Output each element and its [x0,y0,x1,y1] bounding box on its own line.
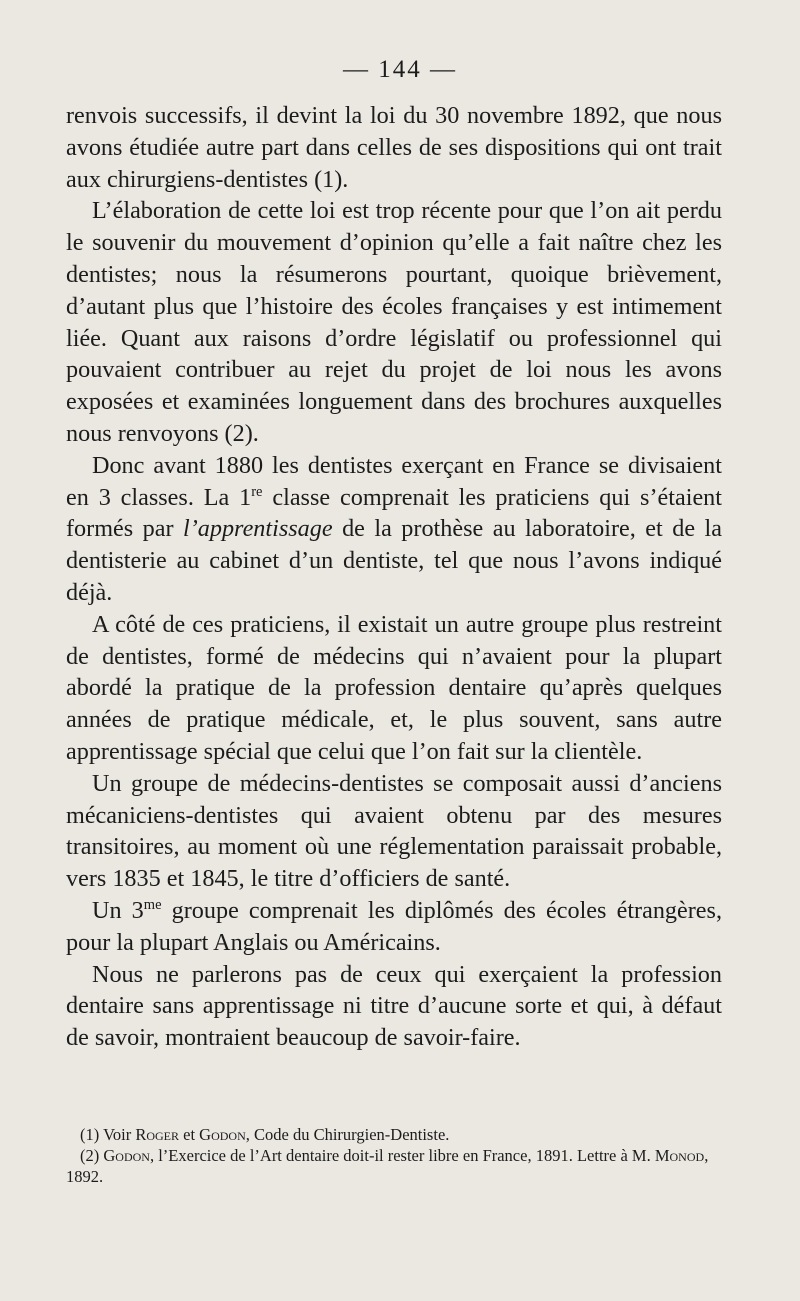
footnote-1-author-2: Godon [199,1125,246,1144]
paragraph-6 [66,895,722,959]
page-number: — 144 — [343,56,457,83]
paragraph-2: L’élaboration de cette loi est trop récente pour que l’on ait perdu le souvenir du mouvement d’opinion qu’elle a fait naître chez les dentistes; nous la résumerons pourtant, quoique brièvement, d’autant plus que l’histoire des écoles françaises y est intimement liée. Quant aux raisons d’ordre législatif ou professionnel qui pouvaient contribuer au rejet du projet de loi nous les avons exposées et examinées longuement dans des brochures auxquelles nous renvoyons (2). [66,197,722,447]
footnote-2-text-c: , 1892. [66,1146,709,1186]
paragraph-6-text-a: Un 3 [92,896,144,924]
paragraph-4: A côté de ces praticiens, il existait un autre groupe plus restreint de dentistes, formé de médecins qui n’avaient pour la plupart abordé la pratique de la profession dentaire qu’après quelques années de pratique médicale, et, le plus souvent, sans autre apprentissage spécial que celui que l’on fait sur la clientèle. [66,610,722,765]
paragraph-6-text-b: groupe comprenait les diplômés des écoles étrangères, pour la plupart Anglais ou Américains. [66,896,722,956]
footnote-2-mark: (2) [80,1146,100,1165]
footnote-1-mark: (1) [80,1125,100,1144]
footnote-1-text-a: Voir [99,1125,136,1144]
footnote-2-author-2: Monod [654,1146,705,1165]
italic-term: l’apprentissage [183,515,333,543]
paragraph-3-text-b: classe comprenait les praticiens qui s’étaient formés par [66,483,722,543]
paragraph-3 [66,450,722,609]
superscript-re: re [251,483,263,500]
footnote-2 [66,1145,726,1187]
footnote-1-text-b: et [179,1125,200,1144]
footnotes [66,1124,726,1187]
footnote-2-text-b: , l’Exercice de l’Art dentaire doit-il rester libre en France, 1891. Lettre à M. [149,1146,655,1165]
paragraph-3-text-a: Donc avant 1880 les dentistes exerçant en France se divisaient en 3 classes. La 1 [66,451,722,511]
body-text [66,100,722,1054]
paragraph-5: Un groupe de médecins-dentistes se composait aussi d’anciens mécaniciens-dentistes qui avaient obtenu par des mesures transitoires, au moment où une réglementation paraissait probable, vers 1835 et 1845, le titre d’officiers de santé. [66,769,722,893]
footnote-1 [66,1124,726,1145]
paragraph-7: Nous ne parlerons pas de ceux qui exerçaient la profession dentaire sans apprentissage ni titre d’aucune sorte et qui, à défaut de savoir, montraient beaucoup de savoir-faire. [66,960,722,1052]
paragraph-1: renvois successifs, il devint la loi du 30 novembre 1892, que nous avons étudiée autre part dans celles de ses dispositions qui ont trait aux chirurgiens-dentistes (1). [66,102,722,193]
footnote-1-author-1: Roger [135,1125,179,1144]
footnote-2-author-1: Godon [103,1146,150,1165]
paragraph-3-text-c: de la prothèse au laboratoire, et de la dentisterie au cabinet d’un dentiste, tel que nous l’avons indiqué déjà. [66,515,722,606]
superscript-me: me [143,896,162,913]
footnote-1-text-c: , Code du Chirurgien-Dentiste. [245,1125,450,1144]
